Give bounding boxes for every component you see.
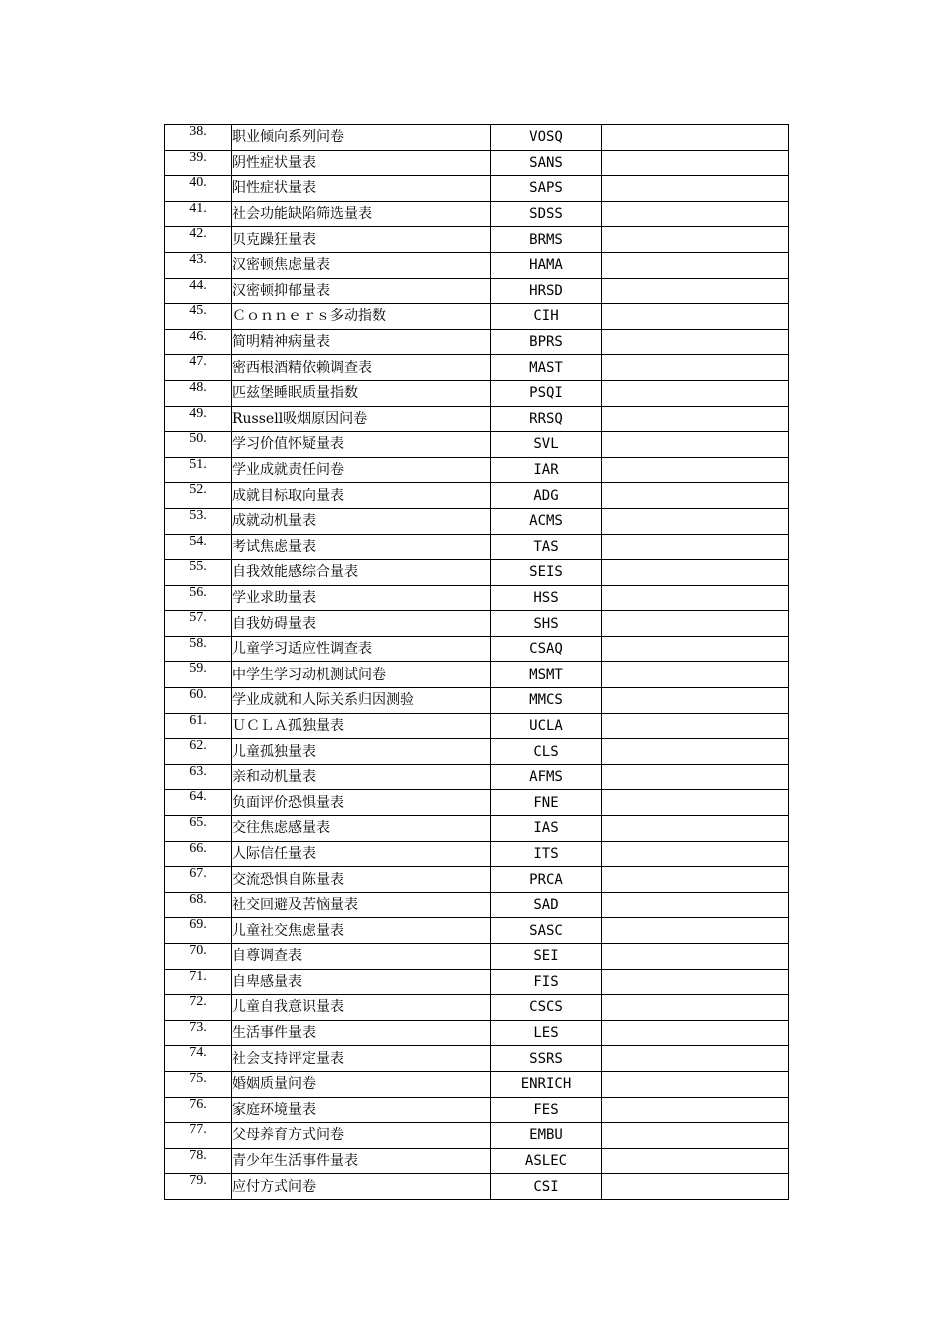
table-row (165, 201, 789, 227)
scale-abbreviation: VOSQ (491, 125, 602, 151)
scale-abbreviation: SANS (491, 150, 602, 176)
scale-name: 阴性症状量表 (232, 150, 491, 176)
scale-abbreviation: IAS (491, 816, 602, 842)
row-number: 71. (165, 969, 232, 995)
scale-abbreviation: ACMS (491, 508, 602, 534)
table-row (165, 688, 789, 714)
table-row (165, 560, 789, 586)
row-number: 60. (165, 688, 232, 714)
scale-name: 自卑感量表 (232, 969, 491, 995)
scale-name: 家庭环境量表 (232, 1097, 491, 1123)
scale-abbreviation: BPRS (491, 329, 602, 355)
scale-name: 社会支持评定量表 (232, 1046, 491, 1072)
scale-name: 亲和动机量表 (232, 764, 491, 790)
empty-cell (602, 534, 789, 560)
table-row (165, 892, 789, 918)
table-row (165, 380, 789, 406)
scale-name: 考试焦虑量表 (232, 534, 491, 560)
scale-name: 儿童孤独量表 (232, 739, 491, 765)
empty-cell (602, 1097, 789, 1123)
row-number: 56. (165, 585, 232, 611)
table-row (165, 713, 789, 739)
table-row (165, 432, 789, 458)
scale-list-table (164, 124, 789, 1200)
scale-abbreviation: ENRICH (491, 1071, 602, 1097)
empty-cell (602, 816, 789, 842)
scale-name: 社交回避及苦恼量表 (232, 892, 491, 918)
empty-cell (602, 995, 789, 1021)
table-row (165, 867, 789, 893)
scale-name: Ｃｏｎｎｅｒｓ多动指数 (232, 304, 491, 330)
table-row (165, 944, 789, 970)
row-number: 58. (165, 636, 232, 662)
scale-abbreviation: UCLA (491, 713, 602, 739)
scale-abbreviation: FNE (491, 790, 602, 816)
empty-cell (602, 969, 789, 995)
empty-cell (602, 278, 789, 304)
scale-name: 应付方式问卷 (232, 1174, 491, 1200)
scale-name: 社会功能缺陷筛选量表 (232, 201, 491, 227)
empty-cell (602, 125, 789, 151)
row-number: 48. (165, 380, 232, 406)
scale-name: 人际信任量表 (232, 841, 491, 867)
scale-abbreviation: MSMT (491, 662, 602, 688)
scale-name: 中学生学习动机测试问卷 (232, 662, 491, 688)
empty-cell (602, 1020, 789, 1046)
empty-cell (602, 483, 789, 509)
table-row (165, 534, 789, 560)
row-number: 39. (165, 150, 232, 176)
scale-abbreviation: PRCA (491, 867, 602, 893)
row-number: 38. (165, 125, 232, 151)
scale-abbreviation: ADG (491, 483, 602, 509)
empty-cell (602, 1123, 789, 1149)
table-row (165, 355, 789, 381)
scale-name: 阳性症状量表 (232, 176, 491, 202)
table-row (165, 816, 789, 842)
table-row (165, 636, 789, 662)
table-row (165, 483, 789, 509)
empty-cell (602, 406, 789, 432)
row-number: 44. (165, 278, 232, 304)
scale-name: 婚姻质量问卷 (232, 1071, 491, 1097)
table-row (165, 329, 789, 355)
scale-name: 儿童自我意识量表 (232, 995, 491, 1021)
empty-cell (602, 1148, 789, 1174)
table-row (165, 227, 789, 253)
empty-cell (602, 380, 789, 406)
table-row (165, 1020, 789, 1046)
scale-list-body (165, 125, 789, 1200)
table-row (165, 739, 789, 765)
scale-abbreviation: SDSS (491, 201, 602, 227)
scale-abbreviation: SSRS (491, 1046, 602, 1072)
scale-abbreviation: FIS (491, 969, 602, 995)
scale-name: 父母养育方式问卷 (232, 1123, 491, 1149)
table-row (165, 150, 789, 176)
empty-cell (602, 688, 789, 714)
row-number: 79. (165, 1174, 232, 1200)
row-number: 43. (165, 252, 232, 278)
row-number: 75. (165, 1071, 232, 1097)
row-number: 77. (165, 1123, 232, 1149)
empty-cell (602, 1174, 789, 1200)
row-number: 69. (165, 918, 232, 944)
table-row (165, 252, 789, 278)
table-row (165, 1174, 789, 1200)
scale-abbreviation: MMCS (491, 688, 602, 714)
empty-cell (602, 201, 789, 227)
scale-abbreviation: SEI (491, 944, 602, 970)
scale-name: 生活事件量表 (232, 1020, 491, 1046)
row-number: 40. (165, 176, 232, 202)
scale-abbreviation: ITS (491, 841, 602, 867)
row-number: 41. (165, 201, 232, 227)
scale-abbreviation: FES (491, 1097, 602, 1123)
empty-cell (602, 611, 789, 637)
scale-abbreviation: ASLEC (491, 1148, 602, 1174)
empty-cell (602, 1071, 789, 1097)
scale-name: 成就目标取向量表 (232, 483, 491, 509)
scale-abbreviation: SVL (491, 432, 602, 458)
row-number: 52. (165, 483, 232, 509)
empty-cell (602, 739, 789, 765)
table-row (165, 176, 789, 202)
scale-name: 匹兹堡睡眠质量指数 (232, 380, 491, 406)
row-number: 47. (165, 355, 232, 381)
table-row (165, 1046, 789, 1072)
scale-abbreviation: LES (491, 1020, 602, 1046)
row-number: 50. (165, 432, 232, 458)
scale-abbreviation: SAD (491, 892, 602, 918)
scale-abbreviation: HAMA (491, 252, 602, 278)
scale-abbreviation: AFMS (491, 764, 602, 790)
table-row (165, 1148, 789, 1174)
table-row (165, 406, 789, 432)
scale-name: 密西根酒精依赖调查表 (232, 355, 491, 381)
scale-abbreviation: TAS (491, 534, 602, 560)
empty-cell (602, 252, 789, 278)
scale-name: 学业成就和人际关系归因测验 (232, 688, 491, 714)
row-number: 67. (165, 867, 232, 893)
scale-name: 汉密顿焦虑量表 (232, 252, 491, 278)
scale-abbreviation: CIH (491, 304, 602, 330)
scale-abbreviation: PSQI (491, 380, 602, 406)
empty-cell (602, 585, 789, 611)
scale-name: Russell吸烟原因问卷 (232, 406, 491, 432)
row-number: 73. (165, 1020, 232, 1046)
row-number: 65. (165, 816, 232, 842)
scale-name: 贝克躁狂量表 (232, 227, 491, 253)
empty-cell (602, 560, 789, 586)
scale-abbreviation: SEIS (491, 560, 602, 586)
scale-abbreviation: EMBU (491, 1123, 602, 1149)
row-number: 53. (165, 508, 232, 534)
scale-name: 儿童社交焦虑量表 (232, 918, 491, 944)
row-number: 49. (165, 406, 232, 432)
table-row (165, 278, 789, 304)
scale-abbreviation: CSAQ (491, 636, 602, 662)
scale-abbreviation: RRSQ (491, 406, 602, 432)
empty-cell (602, 329, 789, 355)
scale-name: 青少年生活事件量表 (232, 1148, 491, 1174)
table-row (165, 304, 789, 330)
scale-name: 交往焦虑感量表 (232, 816, 491, 842)
scale-abbreviation: MAST (491, 355, 602, 381)
row-number: 72. (165, 995, 232, 1021)
empty-cell (602, 892, 789, 918)
scale-name: 自尊调查表 (232, 944, 491, 970)
empty-cell (602, 176, 789, 202)
empty-cell (602, 636, 789, 662)
scale-abbreviation: HSS (491, 585, 602, 611)
row-number: 78. (165, 1148, 232, 1174)
empty-cell (602, 508, 789, 534)
scale-name: 交流恐惧自陈量表 (232, 867, 491, 893)
row-number: 57. (165, 611, 232, 637)
row-number: 59. (165, 662, 232, 688)
table-row (165, 585, 789, 611)
table-row (165, 1071, 789, 1097)
table-row (165, 969, 789, 995)
scale-name: 成就动机量表 (232, 508, 491, 534)
row-number: 45. (165, 304, 232, 330)
row-number: 62. (165, 739, 232, 765)
row-number: 68. (165, 892, 232, 918)
scale-abbreviation: IAR (491, 457, 602, 483)
empty-cell (602, 918, 789, 944)
table-row (165, 790, 789, 816)
scale-abbreviation: SHS (491, 611, 602, 637)
scale-name: 简明精神病量表 (232, 329, 491, 355)
table-row (165, 508, 789, 534)
scale-name: 学习价值怀疑量表 (232, 432, 491, 458)
empty-cell (602, 457, 789, 483)
empty-cell (602, 867, 789, 893)
row-number: 63. (165, 764, 232, 790)
table-row (165, 1097, 789, 1123)
empty-cell (602, 713, 789, 739)
empty-cell (602, 304, 789, 330)
row-number: 76. (165, 1097, 232, 1123)
scale-abbreviation: HRSD (491, 278, 602, 304)
row-number: 46. (165, 329, 232, 355)
scale-name: 负面评价恐惧量表 (232, 790, 491, 816)
scale-abbreviation: CSI (491, 1174, 602, 1200)
empty-cell (602, 227, 789, 253)
scale-abbreviation: CSCS (491, 995, 602, 1021)
scale-name: 职业倾向系列问卷 (232, 125, 491, 151)
table-row (165, 764, 789, 790)
scale-name: 学业求助量表 (232, 585, 491, 611)
empty-cell (602, 790, 789, 816)
empty-cell (602, 150, 789, 176)
row-number: 61. (165, 713, 232, 739)
empty-cell (602, 841, 789, 867)
scale-abbreviation: BRMS (491, 227, 602, 253)
scale-abbreviation: SASC (491, 918, 602, 944)
table-row (165, 662, 789, 688)
row-number: 42. (165, 227, 232, 253)
table-row (165, 995, 789, 1021)
empty-cell (602, 764, 789, 790)
table-row (165, 125, 789, 151)
scale-name: 汉密顿抑郁量表 (232, 278, 491, 304)
table-row (165, 841, 789, 867)
scale-name: 自我效能感综合量表 (232, 560, 491, 586)
empty-cell (602, 355, 789, 381)
scale-name: 自我妨碍量表 (232, 611, 491, 637)
table-row (165, 611, 789, 637)
row-number: 70. (165, 944, 232, 970)
row-number: 54. (165, 534, 232, 560)
table-row (165, 457, 789, 483)
scale-name: 儿童学习适应性调查表 (232, 636, 491, 662)
empty-cell (602, 944, 789, 970)
scale-abbreviation: CLS (491, 739, 602, 765)
row-number: 64. (165, 790, 232, 816)
empty-cell (602, 1046, 789, 1072)
table-row (165, 1123, 789, 1149)
row-number: 66. (165, 841, 232, 867)
empty-cell (602, 662, 789, 688)
table-row (165, 918, 789, 944)
row-number: 74. (165, 1046, 232, 1072)
row-number: 55. (165, 560, 232, 586)
empty-cell (602, 432, 789, 458)
scale-abbreviation: SAPS (491, 176, 602, 202)
row-number: 51. (165, 457, 232, 483)
scale-name: 学业成就责任问卷 (232, 457, 491, 483)
scale-name: ＵＣＬＡ孤独量表 (232, 713, 491, 739)
